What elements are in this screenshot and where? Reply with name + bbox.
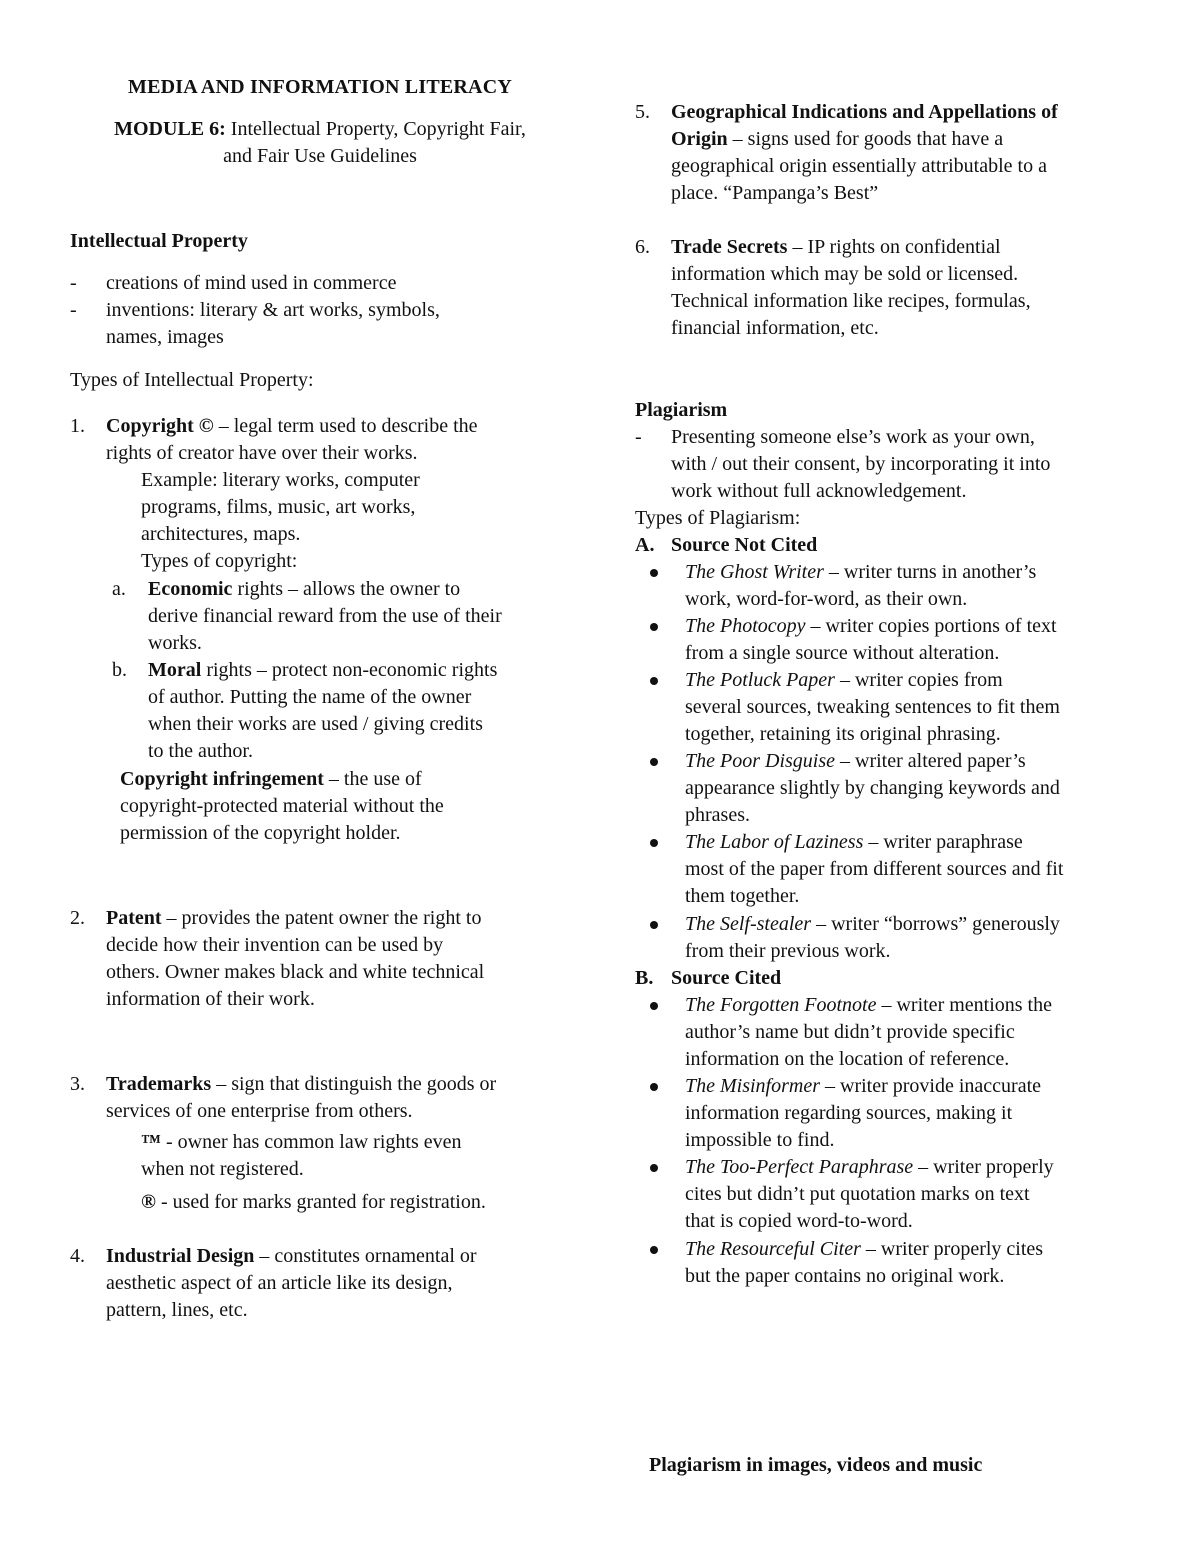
plagiarism-type-line-2: author’s name but didn’t provide specific [685, 1021, 1015, 1043]
item-number: 5. [635, 101, 650, 123]
patent-line-4: information of their work. [106, 988, 315, 1010]
plagiarism-type-line-2: work, word-for-word, as their own. [685, 588, 968, 610]
geo-line-2: geographical origin essentially attributable to a [671, 155, 1047, 177]
section-marker-a: A. [635, 534, 655, 556]
not-cited-item [635, 911, 1135, 965]
industrial-design-term: Industrial Design [106, 1245, 255, 1267]
copyright-definition [106, 413, 580, 467]
infringement-line-2: copyright-protected material without the [120, 795, 444, 817]
section-marker-b: B. [635, 967, 654, 989]
plagiarism-type-line-2: but the paper contains no original work. [685, 1265, 1005, 1287]
bullet-icon [650, 758, 658, 766]
plagiarism-type-name: The Labor of Laziness [685, 831, 864, 853]
patent-text [106, 905, 580, 1013]
industrial-design-text [106, 1243, 580, 1324]
copyright-def-1: – legal term used to describe the [213, 415, 478, 437]
trade-secrets-line-3: Technical information like recipes, formulas, [671, 290, 1031, 312]
registered-symbol-note [141, 1189, 581, 1216]
economic-line-1: rights – allows the owner to [232, 578, 461, 600]
source-cited-label: Source Cited [671, 967, 782, 989]
cited-text [685, 1154, 1135, 1235]
plagiarism-type-name: The Misinformer [685, 1075, 820, 1097]
not-cited-item [635, 829, 1135, 910]
not-cited-text [685, 829, 1135, 910]
industrial-line-1: – constitutes ornamental or [254, 1245, 477, 1267]
plagiarism-def-1: Presenting someone else’s work as your own, [671, 426, 1035, 448]
plagiarism-type-line-2: cites but didn’t put quotation marks on text [685, 1183, 1030, 1205]
not-cited-text [685, 748, 1135, 829]
module-title [70, 116, 570, 170]
source-not-cited-heading [635, 532, 818, 559]
economic-term: Economic [148, 578, 233, 600]
not-cited-text [685, 559, 1135, 613]
plagiarism-definition [635, 424, 1135, 505]
trade-secrets-line-4: financial information, etc. [671, 317, 879, 339]
geo-term-line-1: Geographical Indications and Appellations of [671, 101, 1058, 123]
plagiarism-type-line-1: – writer altered paper’s [835, 750, 1026, 772]
bullet-icon [650, 839, 658, 847]
plagiarism-type-line-1: – writer properly cites [860, 1238, 1044, 1260]
plagiarism-type-name: The Too-Perfect Paraphrase [685, 1156, 914, 1178]
geo-line-3: place. “Pampanga’s Best” [671, 182, 879, 204]
moral-line-2: of author. Putting the name of the owner [148, 686, 472, 708]
plagiarism-type-line-2: from their previous work. [685, 940, 891, 962]
ip-definition-text-2 [106, 297, 580, 351]
trade-secrets-line-2: information which may be sold or licensed. [671, 263, 1019, 285]
types-of-ip-label: Types of Intellectual Property: [70, 369, 314, 391]
moral-rights-text [148, 657, 582, 765]
r-line-1: - used for marks granted for registration. [155, 1191, 486, 1213]
bullet-icon [650, 1002, 658, 1010]
trade-secrets-term: Trade Secrets [671, 236, 788, 258]
plagiarism-type-line-1: – writer “borrows” generously [811, 913, 1060, 935]
copyright-item [70, 413, 580, 467]
plagiarism-type-line-2: appearance slightly by changing keywords and [685, 777, 1060, 799]
plagiarism-type-line-1: – writer copies from [834, 669, 1003, 691]
copyright-example-3: architectures, maps. [141, 523, 301, 545]
plagiarism-type-line-3: phrases. [685, 804, 750, 826]
dash-marker: - [70, 299, 77, 321]
source-cited-heading [635, 965, 782, 992]
ip-definition-text-1: creations of mind used in commerce [106, 272, 397, 294]
moral-rights-item [112, 657, 582, 765]
not-cited-item [635, 748, 1135, 829]
patent-item [70, 905, 580, 1013]
module-label: MODULE 6: [114, 118, 226, 140]
trademark-symbol: ™ [141, 1131, 161, 1153]
infringement-line-3: permission of the copyright holder. [120, 822, 401, 844]
industrial-design-item [70, 1243, 580, 1324]
trade-secrets-line-1: – IP rights on confidential [787, 236, 1001, 258]
cited-item [635, 992, 1135, 1073]
plagiarism-heading: Plagiarism [635, 399, 728, 421]
copyright-example-1: Example: literary works, computer [141, 469, 420, 491]
bullet-icon [650, 1083, 658, 1091]
ip-definition-text-2a: inventions: literary & art works, symbols, [106, 299, 440, 321]
plagiarism-type-name: The Self-stealer [685, 913, 812, 935]
trade-secrets-item [635, 234, 1135, 342]
economic-line-2: derive financial reward from the use of their [148, 605, 502, 627]
plagiarism-type-name: The Ghost Writer [685, 561, 824, 583]
moral-term: Moral [148, 659, 202, 681]
infringement-term: Copyright infringement [120, 768, 324, 790]
geographical-indications-item [635, 99, 1135, 207]
plagiarism-type-line-2: information regarding sources, making it [685, 1102, 1013, 1124]
trademarks-item [70, 1071, 580, 1125]
plagiarism-type-line-3: impossible to find. [685, 1129, 835, 1151]
cited-item [635, 1154, 1135, 1235]
plagiarism-type-line-2: from a single source without alteration. [685, 642, 1000, 664]
dash-marker: - [70, 272, 77, 294]
item-number: 3. [70, 1073, 85, 1095]
module-text-line-2: and Fair Use Guidelines [223, 145, 417, 167]
patent-term: Patent [106, 907, 162, 929]
patent-line-3: others. Owner makes black and white technical [106, 961, 485, 983]
moral-line-1: rights – protect non-economic rights [201, 659, 498, 681]
trademark-symbol-note [141, 1129, 581, 1183]
infringement-line-1: – the use of [323, 768, 422, 790]
plagiarism-type-line-3: that is copied word-to-word. [685, 1210, 913, 1232]
dash-marker: - [635, 426, 642, 448]
cited-text [685, 1073, 1135, 1154]
intellectual-property-heading: Intellectual Property [70, 230, 248, 252]
plagiarism-def-3: work without full acknowledgement. [671, 480, 967, 502]
not-cited-text [685, 667, 1135, 748]
economic-line-3: works. [148, 632, 202, 654]
plagiarism-type-line-2: several sources, tweaking sentences to fit them [685, 696, 1060, 718]
item-number: 1. [70, 415, 85, 437]
copyright-examples [141, 467, 420, 575]
patent-line-2: decide how their invention can be used by [106, 934, 444, 956]
plagiarism-type-name: The Poor Disguise [685, 750, 835, 772]
cited-item [635, 1236, 1135, 1290]
industrial-line-2: aesthetic aspect of an article like its design, [106, 1272, 453, 1294]
copyright-example-2: programs, films, music, art works, [141, 496, 416, 518]
bullet-icon [650, 921, 658, 929]
cited-item [635, 1073, 1135, 1154]
trade-secrets-text [671, 234, 1135, 342]
ip-definition-item-1 [70, 270, 580, 297]
cited-text [685, 1236, 1135, 1290]
economic-rights-text [148, 576, 582, 657]
not-cited-item [635, 559, 1135, 613]
plagiarism-type-line-3: information on the location of reference. [685, 1048, 1010, 1070]
registered-symbol: ® [141, 1191, 156, 1213]
cited-text [685, 992, 1135, 1073]
not-cited-text [685, 911, 1135, 965]
plagiarism-type-line-1: – writer properly [913, 1156, 1054, 1178]
geo-term-line-2: Origin [671, 128, 728, 150]
trademarks-line-1: – sign that distinguish the goods or [211, 1073, 497, 1095]
types-of-plagiarism-label: Types of Plagiarism: [635, 507, 801, 529]
trademarks-text [106, 1071, 580, 1125]
module-text-line-1: Intellectual Property, Copyright Fair, [225, 118, 526, 140]
sub-marker-a: a. [112, 578, 126, 600]
tm-line-2: when not registered. [141, 1158, 304, 1180]
plagiarism-type-line-1: – writer mentions the [876, 994, 1052, 1016]
plagiarism-type-name: The Forgotten Footnote [685, 994, 877, 1016]
bullet-icon [650, 677, 658, 685]
trademarks-line-2: services of one enterprise from others. [106, 1100, 413, 1122]
plagiarism-type-name: The Resourceful Citer [685, 1238, 861, 1260]
item-number: 2. [70, 907, 85, 929]
plagiarism-type-name: The Photocopy [685, 615, 806, 637]
ip-definition-item-2 [70, 297, 580, 351]
trademarks-term: Trademarks [106, 1073, 212, 1095]
plagiarism-type-line-1: – writer provide inaccurate [820, 1075, 1042, 1097]
copyright-term: Copyright © [106, 415, 214, 437]
plagiarism-def-2: with / out their consent, by incorporating it into [671, 453, 1051, 475]
bullet-icon [650, 1246, 658, 1254]
types-of-copyright-label: Types of copyright: [141, 550, 298, 572]
geo-line-1: – signs used for goods that have a [727, 128, 1004, 150]
tm-line-1: - owner has common law rights even [161, 1131, 462, 1153]
plagiarism-type-line-2: most of the paper from different sources and fit [685, 858, 1064, 880]
economic-rights-item [112, 576, 582, 657]
sub-marker-b: b. [112, 659, 127, 681]
plagiarism-type-line-1: – writer copies portions of text [805, 615, 1057, 637]
ip-definition-text-2b: names, images [106, 326, 224, 348]
geographical-text [671, 99, 1135, 207]
bullet-icon [650, 623, 658, 631]
industrial-line-3: pattern, lines, etc. [106, 1299, 248, 1321]
document-title: MEDIA AND INFORMATION LITERACY [128, 76, 512, 98]
plagiarism-type-name: The Potluck Paper [685, 669, 835, 691]
item-number: 4. [70, 1245, 85, 1267]
plagiarism-type-line-1: – writer turns in another’s [823, 561, 1037, 583]
item-number: 6. [635, 236, 650, 258]
not-cited-text [685, 613, 1135, 667]
bullet-icon [650, 569, 658, 577]
moral-line-4: to the author. [148, 740, 253, 762]
source-not-cited-label: Source Not Cited [671, 534, 818, 556]
not-cited-item [635, 667, 1135, 748]
bullet-icon [650, 1164, 658, 1172]
plagiarism-definition-text [671, 424, 1135, 505]
plagiarism-type-line-1: – writer paraphrase [863, 831, 1023, 853]
patent-line-1: – provides the patent owner the right to [161, 907, 482, 929]
copyright-def-2: rights of creator have over their works. [106, 442, 418, 464]
plagiarism-media-heading: Plagiarism in images, videos and music [649, 1454, 983, 1476]
moral-line-3: when their works are used / giving credits [148, 713, 483, 735]
plagiarism-type-line-3: them together. [685, 885, 800, 907]
plagiarism-type-line-3: together, retaining its original phrasing. [685, 723, 1001, 745]
not-cited-item [635, 613, 1135, 667]
copyright-infringement [120, 766, 580, 847]
